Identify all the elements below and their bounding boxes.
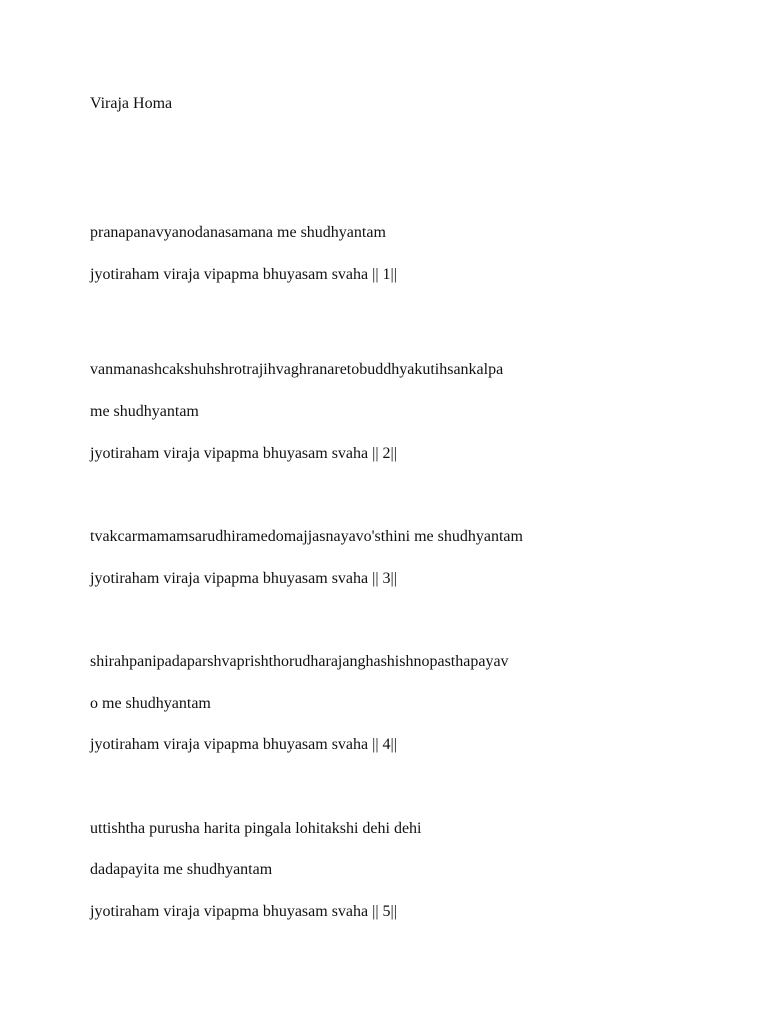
verse-line: o me shudhyantam: [90, 695, 211, 712]
verse-line: shirahpanipadaparshvaprishthorudharajanghashishnopasthapayav: [90, 653, 509, 670]
verse-line: tvakcarmamamsarudhiramedomajjasnayavo'sthini me shudhyantam: [90, 528, 523, 545]
verse-line: dadapayita me shudhyantam: [90, 861, 273, 878]
verse-line: jyotiraham viraja vipapma bhuyasam svaha || 1||: [90, 266, 397, 283]
verse-line: jyotiraham viraja vipapma bhuyasam svaha || 3||: [90, 570, 397, 587]
verse-line: uttishtha purusha harita pingala lohitakshi dehi dehi: [90, 820, 422, 837]
document-title: Viraja Homa: [90, 95, 173, 112]
verse-line: me shudhyantam: [90, 403, 199, 420]
verse-line: vanmanashcakshuhshrotrajihvaghranaretobuddhyakutihsankalpa: [90, 361, 504, 378]
verse-line: jyotiraham viraja vipapma bhuyasam svaha || 4||: [90, 736, 397, 753]
verse-line: jyotiraham viraja vipapma bhuyasam svaha || 5||: [90, 903, 397, 920]
verse-line: pranapanavyanodanasamana me shudhyantam: [90, 224, 386, 241]
verse-line: jyotiraham viraja vipapma bhuyasam svaha || 2||: [90, 445, 397, 462]
